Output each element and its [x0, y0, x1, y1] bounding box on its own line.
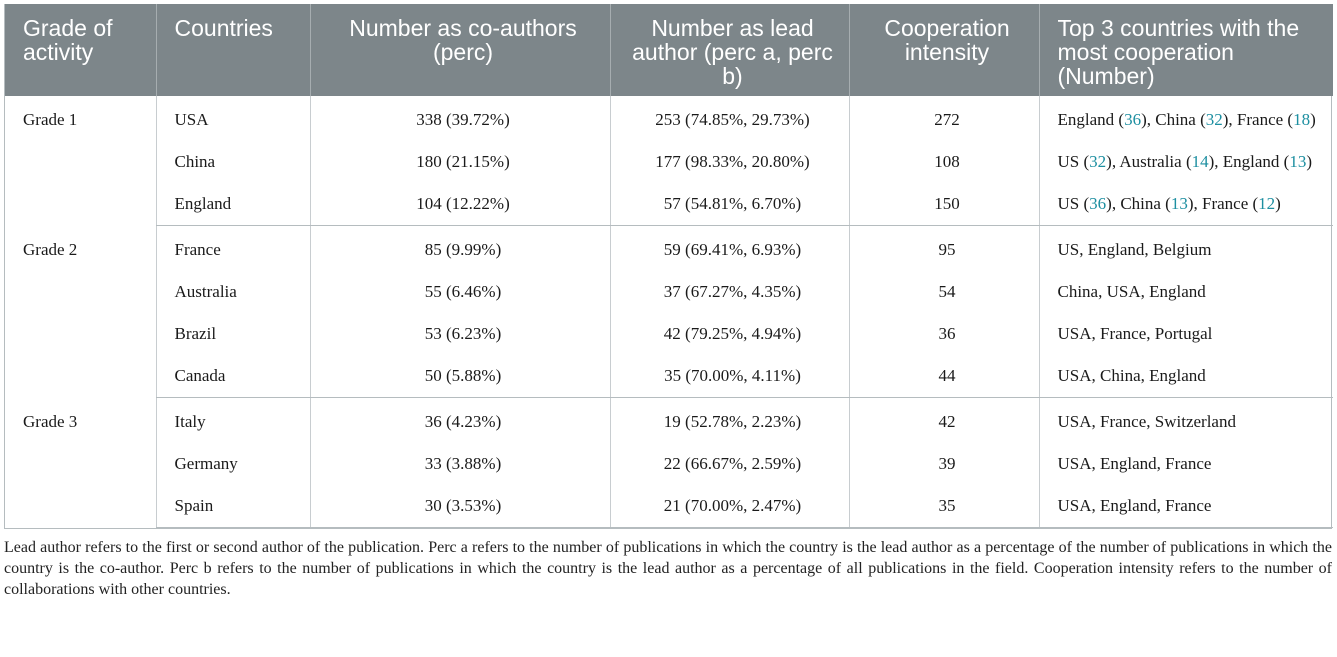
top3-text: ), China (: [1141, 110, 1206, 129]
top3-text: England (: [1057, 110, 1125, 129]
coauthors-cell: 53 (6.23%): [310, 313, 610, 355]
top3-cell: [1039, 271, 1333, 313]
lead-author-cell: 253 (74.85%, 29.73%): [610, 96, 849, 141]
lead-author-cell: 21 (70.00%, 2.47%): [610, 485, 849, 528]
table-frame: [4, 4, 1332, 529]
country-cell: Italy: [156, 398, 310, 444]
top3-cell: [1039, 398, 1333, 444]
top3-text: ): [1275, 194, 1281, 213]
top3-cell: [1039, 355, 1333, 398]
cooperation-intensity-cell: 108: [849, 141, 1039, 183]
cooperation-intensity-cell: 150: [849, 183, 1039, 226]
header-grade: Grade of activity: [5, 4, 156, 96]
table-row: [5, 443, 1333, 485]
cooperation-intensity-cell: 42: [849, 398, 1039, 444]
cooperation-intensity-cell: 54: [849, 271, 1039, 313]
cooperation-intensity-cell: 95: [849, 226, 1039, 272]
lead-author-cell: 35 (70.00%, 4.11%): [610, 355, 849, 398]
table-row: [5, 226, 1333, 272]
top3-cell: [1039, 96, 1333, 141]
country-cell: France: [156, 226, 310, 272]
country-cell: Canada: [156, 355, 310, 398]
top3-text: USA, England, France: [1057, 454, 1212, 473]
lead-author-cell: 42 (79.25%, 4.94%): [610, 313, 849, 355]
header-cooperation-intensity: Cooperation intensity: [849, 4, 1039, 96]
grade-cell: Grade 3: [23, 411, 78, 431]
cooperation-intensity-cell: 36: [849, 313, 1039, 355]
country-cell: Spain: [156, 485, 310, 528]
lead-author-cell: 177 (98.33%, 20.80%): [610, 141, 849, 183]
coauthors-cell: 104 (12.22%): [310, 183, 610, 226]
lead-author-cell: 22 (66.67%, 2.59%): [610, 443, 849, 485]
cooperation-intensity-cell: 44: [849, 355, 1039, 398]
table-row: [5, 271, 1333, 313]
country-cell: Australia: [156, 271, 310, 313]
document: [4, 4, 1332, 616]
collaboration-count-link[interactable]: 13: [1289, 152, 1307, 171]
top3-text: ), Australia (: [1106, 152, 1192, 171]
table-header: [5, 4, 1333, 96]
collaboration-count-link[interactable]: 36: [1124, 110, 1142, 129]
coauthors-cell: 85 (9.99%): [310, 226, 610, 272]
grade-cell: Grade 1: [23, 110, 78, 129]
top3-text: US, England, Belgium: [1057, 240, 1212, 259]
collaboration-count-link[interactable]: 32: [1089, 152, 1107, 171]
top3-text: US (: [1057, 152, 1090, 171]
lead-author-cell: 57 (54.81%, 6.70%): [610, 183, 849, 226]
coauthors-cell: 180 (21.15%): [310, 141, 610, 183]
top3-cell: [1039, 443, 1333, 485]
coauthors-cell: 36 (4.23%): [310, 398, 610, 444]
top3-cell: [1039, 226, 1333, 272]
lead-author-cell: 19 (52.78%, 2.23%): [610, 398, 849, 444]
country-cell: China: [156, 141, 310, 183]
collaboration-count-link[interactable]: 18: [1293, 110, 1311, 129]
lead-author-cell: 37 (67.27%, 4.35%): [610, 271, 849, 313]
coauthors-cell: 55 (6.46%): [310, 271, 610, 313]
collaboration-count-link[interactable]: 36: [1089, 194, 1107, 213]
coauthors-cell: 338 (39.72%): [310, 96, 610, 141]
top3-text: ): [1306, 152, 1313, 171]
header-top3: Top 3 countries with the most cooperation (Number): [1039, 4, 1333, 96]
top3-text: USA, England, France: [1057, 496, 1212, 515]
cooperation-intensity-cell: 39: [849, 443, 1039, 485]
country-cell: England: [156, 183, 310, 226]
top3-text: USA, France, Switzerland: [1057, 412, 1236, 431]
collaboration-count-link[interactable]: 14: [1191, 152, 1209, 171]
data-table: [5, 4, 1333, 528]
top3-text: ), France (: [1222, 110, 1294, 129]
top3-cell: [1039, 313, 1333, 355]
top3-text: ), England (: [1208, 152, 1290, 171]
country-cell: USA: [156, 96, 310, 141]
top3-text: ): [1310, 110, 1316, 129]
top3-text: ), China (: [1106, 194, 1171, 213]
header-lead-author: Number as lead author (perc a, perc b): [610, 4, 849, 96]
top3-text: US (: [1057, 194, 1090, 213]
cooperation-intensity-cell: 35: [849, 485, 1039, 528]
top3-cell: [1039, 183, 1333, 226]
collaboration-count-link[interactable]: 12: [1258, 194, 1276, 213]
collaboration-count-link[interactable]: 32: [1205, 110, 1223, 129]
table-row: [5, 313, 1333, 355]
top3-text: USA, France, Portugal: [1057, 324, 1213, 343]
grade-cell: Grade 2: [23, 239, 78, 259]
table-row: [5, 96, 1333, 141]
header-countries: Countries: [156, 4, 310, 96]
table-footnote: Lead author refers to the first or second author of the publication. Perc a refers to the number of publications in which the country is the lead author as a percentage of the number of publications in which the country is the co-author. Perc b refers to the number of publications in which the country is the lead author as a percentage of all publications in the field. Cooperation intensity refers to the number of collaborations with other countries.: [4, 539, 1332, 598]
header-row: [5, 4, 1333, 96]
table-body: [5, 96, 1333, 528]
table-row: [5, 355, 1333, 398]
top3-text: China, USA, England: [1057, 282, 1206, 301]
coauthors-cell: 50 (5.88%): [310, 355, 610, 398]
country-cell: Brazil: [156, 313, 310, 355]
top3-cell: [1039, 141, 1333, 183]
table-row: [5, 485, 1333, 528]
table-row: [5, 141, 1333, 183]
top3-text: ), France (: [1187, 194, 1259, 213]
country-cell: Germany: [156, 443, 310, 485]
coauthors-cell: 30 (3.53%): [310, 485, 610, 528]
cooperation-intensity-cell: 272: [849, 96, 1039, 141]
table-row: [5, 398, 1333, 444]
top3-cell: [1039, 485, 1333, 528]
coauthors-cell: 33 (3.88%): [310, 443, 610, 485]
collaboration-count-link[interactable]: 13: [1170, 194, 1188, 213]
header-coauthors: Number as co-authors (perc): [310, 4, 610, 96]
lead-author-cell: 59 (69.41%, 6.93%): [610, 226, 849, 272]
top3-text: USA, China, England: [1057, 366, 1206, 385]
table-row: [5, 183, 1333, 226]
